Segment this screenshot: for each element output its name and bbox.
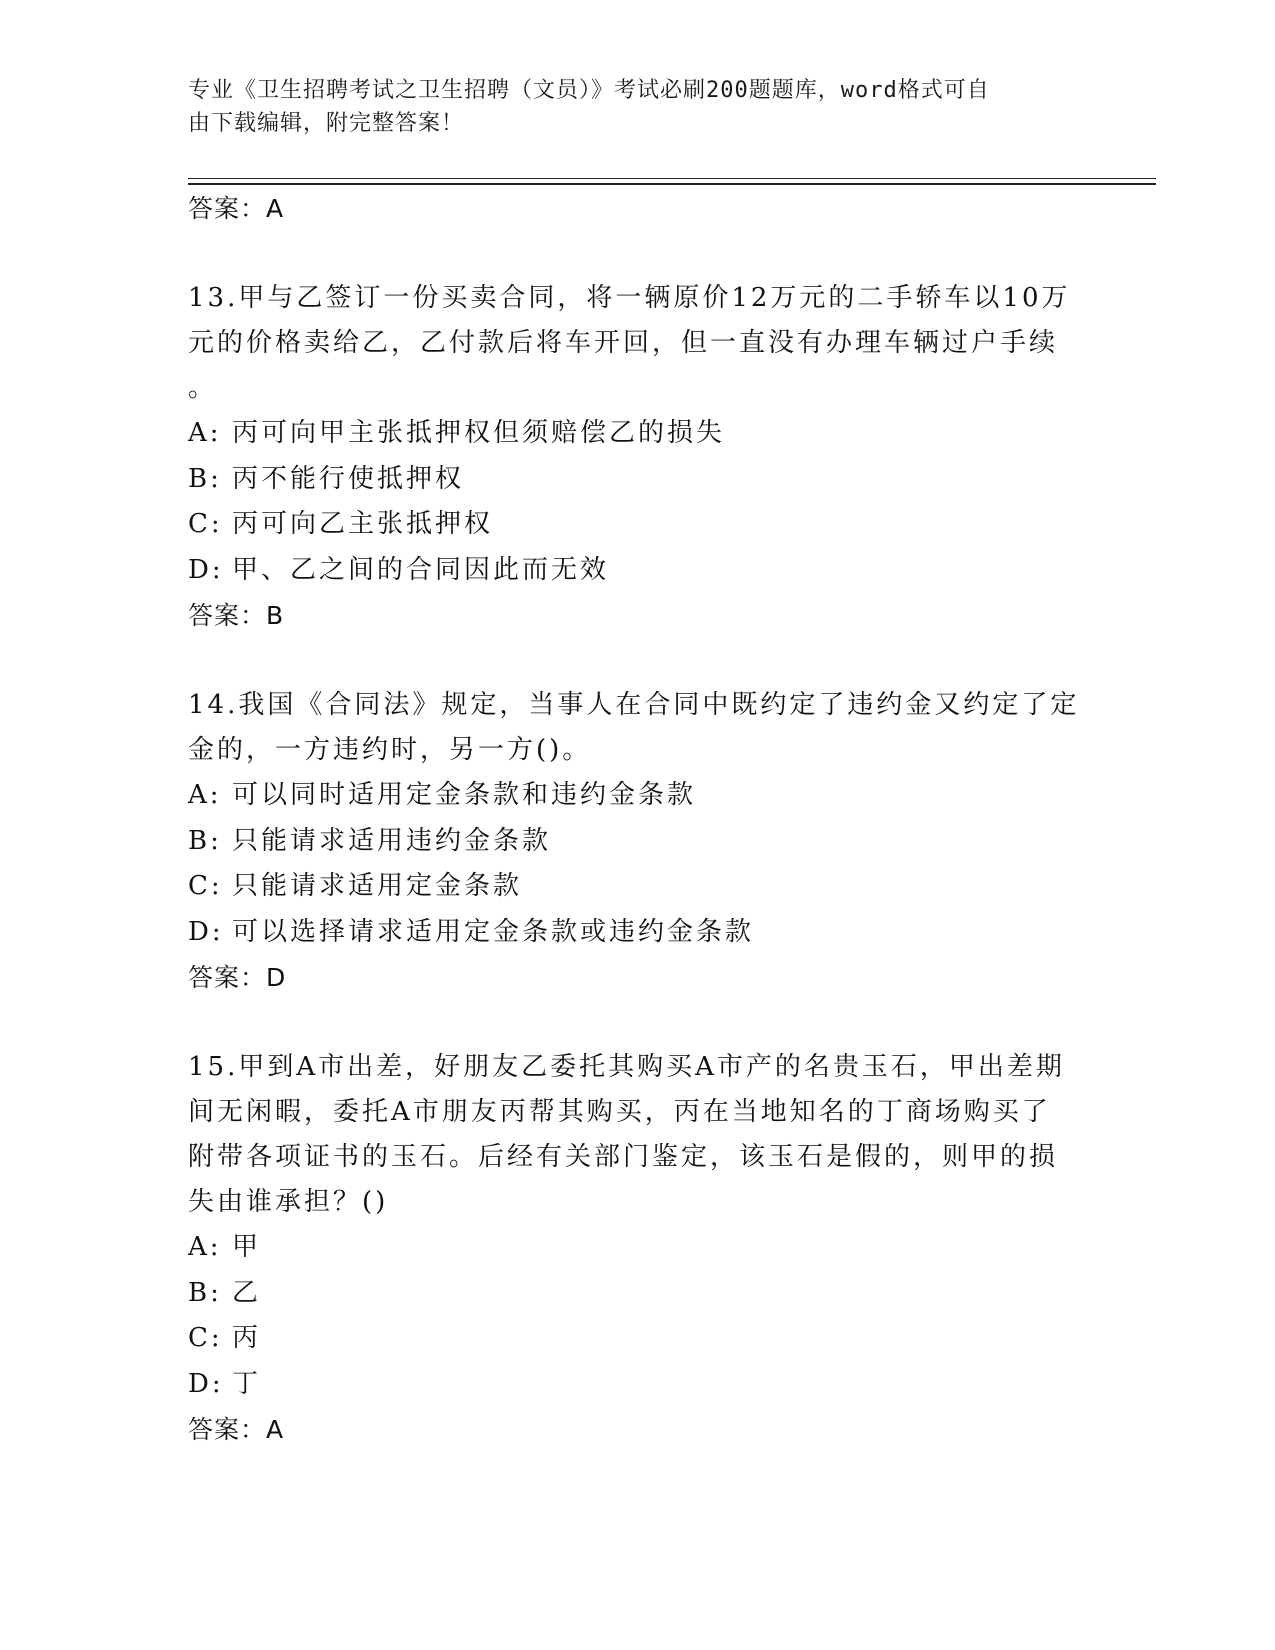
document-header bbox=[188, 74, 1068, 140]
header-divider-thin bbox=[188, 178, 1156, 179]
option-letter: C: bbox=[188, 871, 223, 901]
option-letter: B: bbox=[188, 463, 222, 494]
question-stem-line: 元的价格卖给乙，乙付款后将车开回，但一直没有办理车辆过户手续 bbox=[188, 328, 1059, 358]
option-d bbox=[188, 548, 1088, 594]
option-letter: A: bbox=[188, 418, 222, 448]
option-b bbox=[188, 457, 1088, 503]
option-letter: D: bbox=[188, 916, 224, 947]
question-stem-line: 15.甲到A市出差，好朋友乙委托其购买A市产的名贵玉石，甲出差期 bbox=[188, 1052, 1065, 1082]
option-text: 甲 bbox=[232, 1232, 262, 1262]
header-line-2: 由下载编辑，附完整答案！ bbox=[188, 111, 465, 136]
answer-13: 答案：B bbox=[188, 601, 285, 630]
question-stem-line: 失由谁承担？() bbox=[188, 1187, 389, 1217]
header-divider-thick bbox=[188, 183, 1156, 185]
option-text: 丙可向甲主张抵押权但须赔偿乙的损失 bbox=[232, 418, 726, 448]
option-a bbox=[188, 411, 1088, 457]
question-15 bbox=[188, 1045, 1088, 1225]
document-body bbox=[188, 186, 1088, 1453]
option-b bbox=[188, 1271, 1088, 1317]
option-text: 可以选择请求适用定金条款或违约金条款 bbox=[232, 916, 755, 947]
spacer bbox=[188, 639, 1088, 683]
option-letter: B: bbox=[188, 1277, 222, 1308]
option-letter: B: bbox=[188, 825, 222, 856]
question-stem-line: 。 bbox=[188, 373, 218, 403]
option-text: 丙 bbox=[232, 1323, 262, 1353]
answer-15: 答案：A bbox=[188, 1415, 285, 1444]
option-text: 乙 bbox=[232, 1277, 262, 1308]
question-stem-line: 14.我国《合同法》规定，当事人在合同中既约定了违约金又约定了定 bbox=[188, 690, 1080, 720]
question-stem-line: 间无闲暇，委托A市朋友丙帮其购买，丙在当地知名的丁商场购买了 bbox=[188, 1097, 1051, 1127]
option-a bbox=[188, 1225, 1088, 1271]
option-text: 丁 bbox=[232, 1368, 262, 1399]
question-13 bbox=[188, 276, 1088, 411]
option-text: 只能请求适用定金条款 bbox=[232, 871, 523, 901]
option-d bbox=[188, 910, 1088, 956]
option-letter: A: bbox=[188, 1232, 222, 1262]
option-c bbox=[188, 864, 1088, 910]
answer-14: 答案：D bbox=[188, 963, 287, 992]
option-d bbox=[188, 1362, 1088, 1408]
question-stem-line: 13.甲与乙签订一份买卖合同，将一辆原价12万元的二手轿车以10万 bbox=[188, 283, 1071, 313]
question-14 bbox=[188, 683, 1088, 773]
header-line-1: 专业《卫生招聘考试之卫生招聘（文员）》考试必刷200题题库，word格式可自 bbox=[188, 78, 990, 103]
question-stem-line: 附带各项证书的玉石。后经有关部门鉴定，该玉石是假的，则甲的损 bbox=[188, 1142, 1059, 1172]
option-text: 丙可向乙主张抵押权 bbox=[232, 509, 494, 539]
option-text: 甲、乙之间的合同因此而无效 bbox=[232, 554, 610, 585]
spacer bbox=[188, 232, 1088, 276]
option-c bbox=[188, 502, 1088, 548]
option-text: 只能请求适用违约金条款 bbox=[232, 825, 552, 856]
option-letter: A: bbox=[188, 780, 222, 810]
option-letter: C: bbox=[188, 1323, 223, 1353]
previous-answer: 答案：A bbox=[188, 194, 285, 223]
option-letter: D: bbox=[188, 1368, 224, 1399]
option-letter: C: bbox=[188, 509, 223, 539]
option-text: 可以同时适用定金条款和违约金条款 bbox=[232, 780, 697, 810]
spacer bbox=[188, 1001, 1088, 1045]
option-text: 丙不能行使抵押权 bbox=[232, 463, 465, 494]
option-letter: D: bbox=[188, 554, 224, 585]
question-stem-line: 金的，一方违约时，另一方()。 bbox=[188, 735, 592, 765]
option-c bbox=[188, 1316, 1088, 1362]
option-b bbox=[188, 819, 1088, 865]
option-a bbox=[188, 773, 1088, 819]
